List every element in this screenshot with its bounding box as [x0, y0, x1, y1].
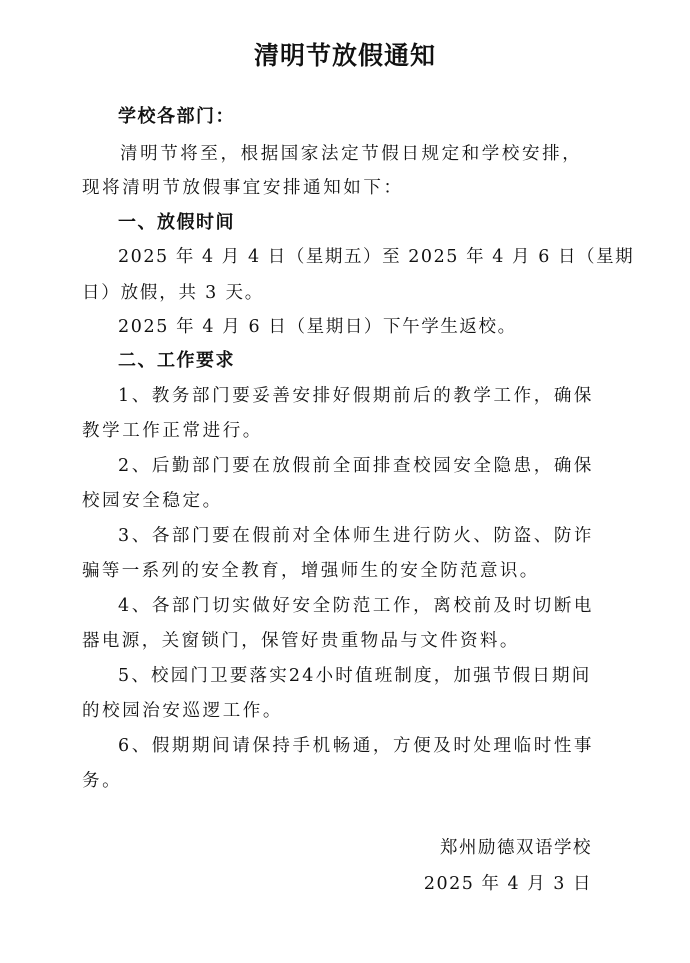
- intro-line-2: 现将清明节放假事宜安排通知如下：: [82, 178, 404, 198]
- requirement-5-line-2: 的校园治安巡逻工作。: [82, 701, 283, 721]
- signature-school: 郑州励德双语学校: [440, 838, 592, 858]
- requirement-1-line-2: 教学工作正常进行。: [82, 421, 263, 441]
- intro-line-1: 清明节将至，根据国家法定节假日规定和学校安排，: [120, 144, 583, 164]
- requirement-3-line-2: 骗等一系列的安全教育，增强师生的安全防范意识。: [82, 561, 540, 581]
- notice-title: 清明节放假通知: [253, 41, 436, 70]
- requirement-4-line-2: 器电源，关窗锁门，保管好贵重物品与文件资料。: [82, 631, 520, 651]
- signature-date: 2025 年 4 月 3 日: [423, 874, 592, 894]
- requirement-5-line-1: 5、校园门卫要落实24小时值班制度，加强节假日期间: [118, 666, 592, 686]
- holiday-time-line-2: 日）放假，共 3 天。: [82, 283, 265, 303]
- requirement-1-line-1: 1、教务部门要妥善安排好假期前后的教学工作，确保: [118, 386, 595, 406]
- requirement-4-line-1: 4、各部门切实做好安全防范工作，离校前及时切断电: [118, 596, 595, 616]
- requirement-6-line-1: 6、假期期间请保持手机畅通，方便及时处理临时性事: [118, 736, 595, 756]
- holiday-time-line-3: 2025 年 4 月 6 日（星期日）下午学生返校。: [118, 317, 517, 337]
- requirement-3-line-1: 3、各部门要在假前对全体师生进行防火、防盗、防诈: [118, 526, 595, 546]
- requirement-2-line-2: 校园安全稳定。: [82, 491, 223, 511]
- section-heading-work-requirements: 二、工作要求: [118, 350, 235, 371]
- requirement-6-line-2: 务。: [82, 771, 123, 791]
- requirement-2-line-1: 2、后勤部门要在放假前全面排查校园安全隐患，确保: [118, 456, 595, 476]
- section-heading-holiday-time: 一、放假时间: [118, 212, 235, 233]
- salutation: 学校各部门：: [118, 106, 235, 127]
- holiday-time-line-1: 2025 年 4 月 4 日（星期五）至 2025 年 4 月 6 日（星期: [118, 247, 635, 267]
